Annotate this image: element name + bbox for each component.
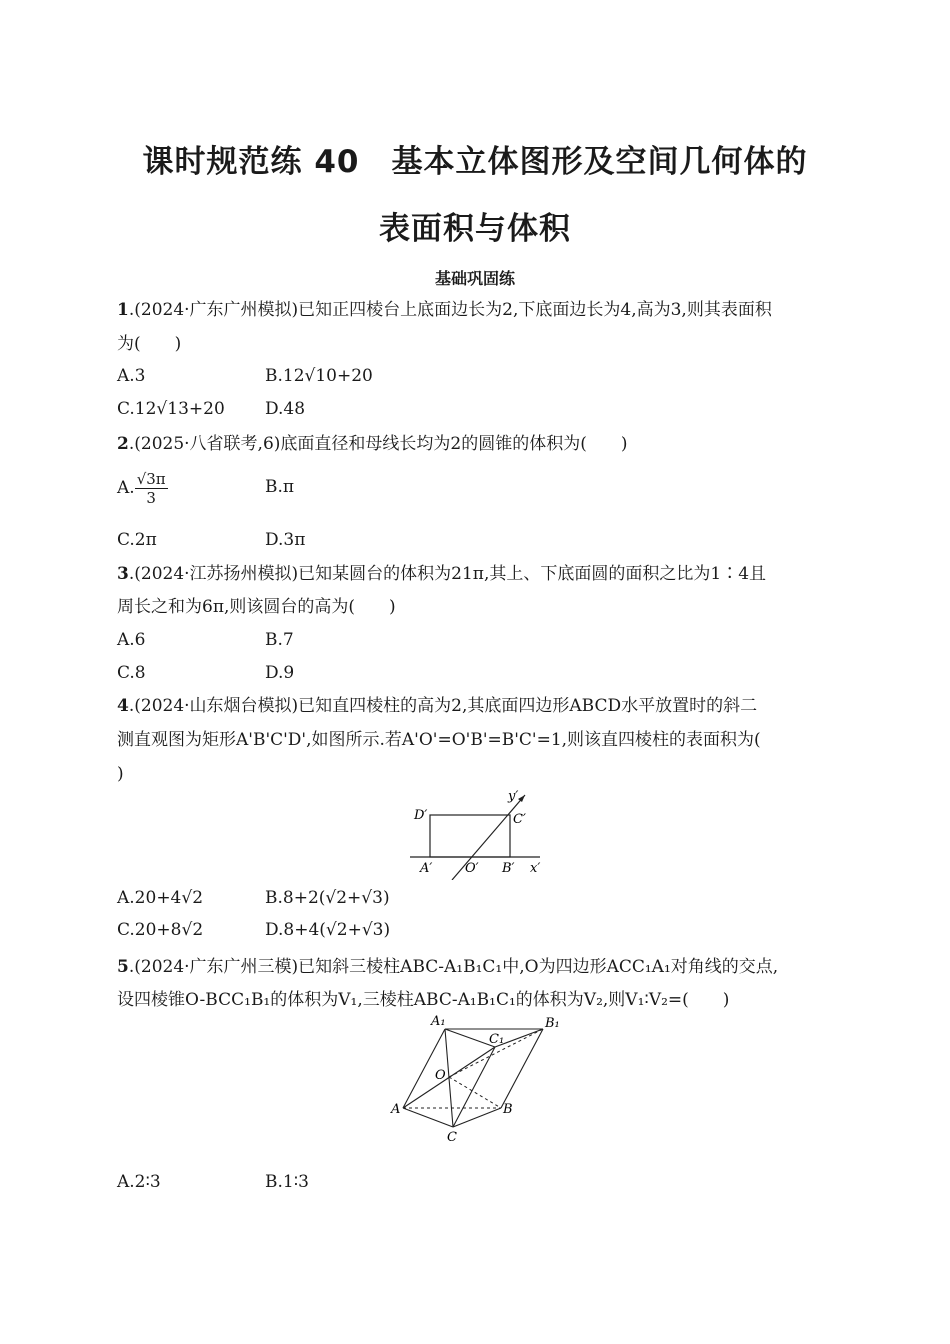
q2-option-b: B.π [265,477,295,497]
q1-option-d: D.48 [265,399,306,419]
q2-option-d: D.3π [265,530,306,550]
q4-option-a: A.20+4√2 [117,888,204,908]
label-y: y′ [508,789,519,804]
q3-number: 3 [117,564,129,584]
label-b: B′ [502,861,515,876]
q2-option-a [117,470,168,507]
q4-option-b: B.8+2(√2+√3) [265,888,390,908]
q2-option-a-prefix: A. [117,478,135,498]
label-c: C′ [513,812,526,827]
label-o: O [435,1068,446,1083]
q4-text-a: .(2024·山东烟台模拟)已知直四棱柱的高为2,其底面四边形ABCD水平放置时的斜二 [128,696,758,716]
q1-option-a: A.3 [117,366,146,386]
q5-stem [117,955,778,979]
page-title-line2: 表面积与体积 [379,211,571,247]
q2-option-a-fraction [135,470,168,507]
edge-a1c1 [445,1029,495,1047]
q5-text-a: .(2024·广东广州三模)已知斜三棱柱ABC-A₁B₁C₁中,O为四边形ACC₁A₁对角线的交点, [128,957,779,977]
q4-text-b: 测直观图为矩形A'B'C'D',如图所示.若A'O'=O'B'=B'C'=1,则该直四棱柱的表面积为( [117,730,761,750]
section-heading: 基础巩固练 [434,269,515,288]
edge-cb [453,1108,501,1127]
q1-stem [117,298,772,322]
q2-text: .(2025·八省联考,6)底面直径和母线长均为2的圆锥的体积为( ) [128,434,628,454]
q3-option-a: A.6 [117,630,146,650]
edge-bb1 [501,1029,543,1108]
page-title-line1: 课时规范练 40 基本立体图形及空间几何体的 [142,144,808,180]
label-a: A [391,1102,401,1117]
q4-option-c: C.20+8√2 [117,920,204,940]
q3-stem [117,562,766,586]
label-b1: B₁ [545,1016,560,1031]
q3-option-d: D.9 [265,663,295,683]
segment-ob [449,1077,501,1108]
fraction-denominator: 3 [146,489,156,507]
q3-text-b: 周长之和为6π,则该圆台的高为( ) [117,597,396,617]
q1-number: 1 [117,300,129,320]
q3-text-a: .(2024·江苏扬州模拟)已知某圆台的体积为21π,其上、下底面圆的面积之比为1∶4且 [128,564,767,584]
label-o: O′ [465,861,479,876]
diagonal-a1c [445,1029,453,1127]
fraction-numerator: √3π [136,470,166,488]
q4-stem [117,694,757,718]
label-a1: A₁ [431,1014,446,1029]
q4-text-c: ) [117,764,124,784]
q5-figure [385,1013,575,1148]
q5-text-b: 设四棱锥O-BCC₁B₁的体积为V₁,三棱柱ABC-A₁B₁C₁的体积为V₂,则V₁∶V₂=( ) [117,990,730,1010]
q5-number: 5 [117,957,129,977]
y-axis-arrow-icon [518,795,525,802]
q4-figure [400,785,560,880]
q2-number: 2 [117,434,129,454]
q2-option-c: C.2π [117,530,157,550]
label-x: x′ [530,861,541,876]
q1-text-a: .(2024·广东广州模拟)已知正四棱台上底面边长为2,下底面边长为4,高为3,则其表面积 [128,300,772,320]
q4-number: 4 [117,696,129,716]
q2-stem [117,432,627,456]
label-c: C [447,1130,457,1145]
label-c1: C₁ [489,1032,505,1047]
q4-option-d: D.8+4(√2+√3) [265,920,391,940]
q5-option-b: B.1∶3 [265,1172,309,1192]
q3-option-c: C.8 [117,663,146,683]
label-d: D′ [414,808,428,823]
rectangle-abcd [430,815,510,857]
q1-option-b: B.12√10+20 [265,366,373,386]
label-a: A′ [420,861,433,876]
q3-option-b: B.7 [265,630,294,650]
q1-text-b: 为( ) [117,334,182,354]
label-b: B [503,1102,513,1117]
q1-option-c: C.12√13+20 [117,399,225,419]
q5-option-a: A.2∶3 [117,1172,161,1192]
edge-cc1 [453,1047,495,1127]
edge-ac [403,1108,453,1127]
